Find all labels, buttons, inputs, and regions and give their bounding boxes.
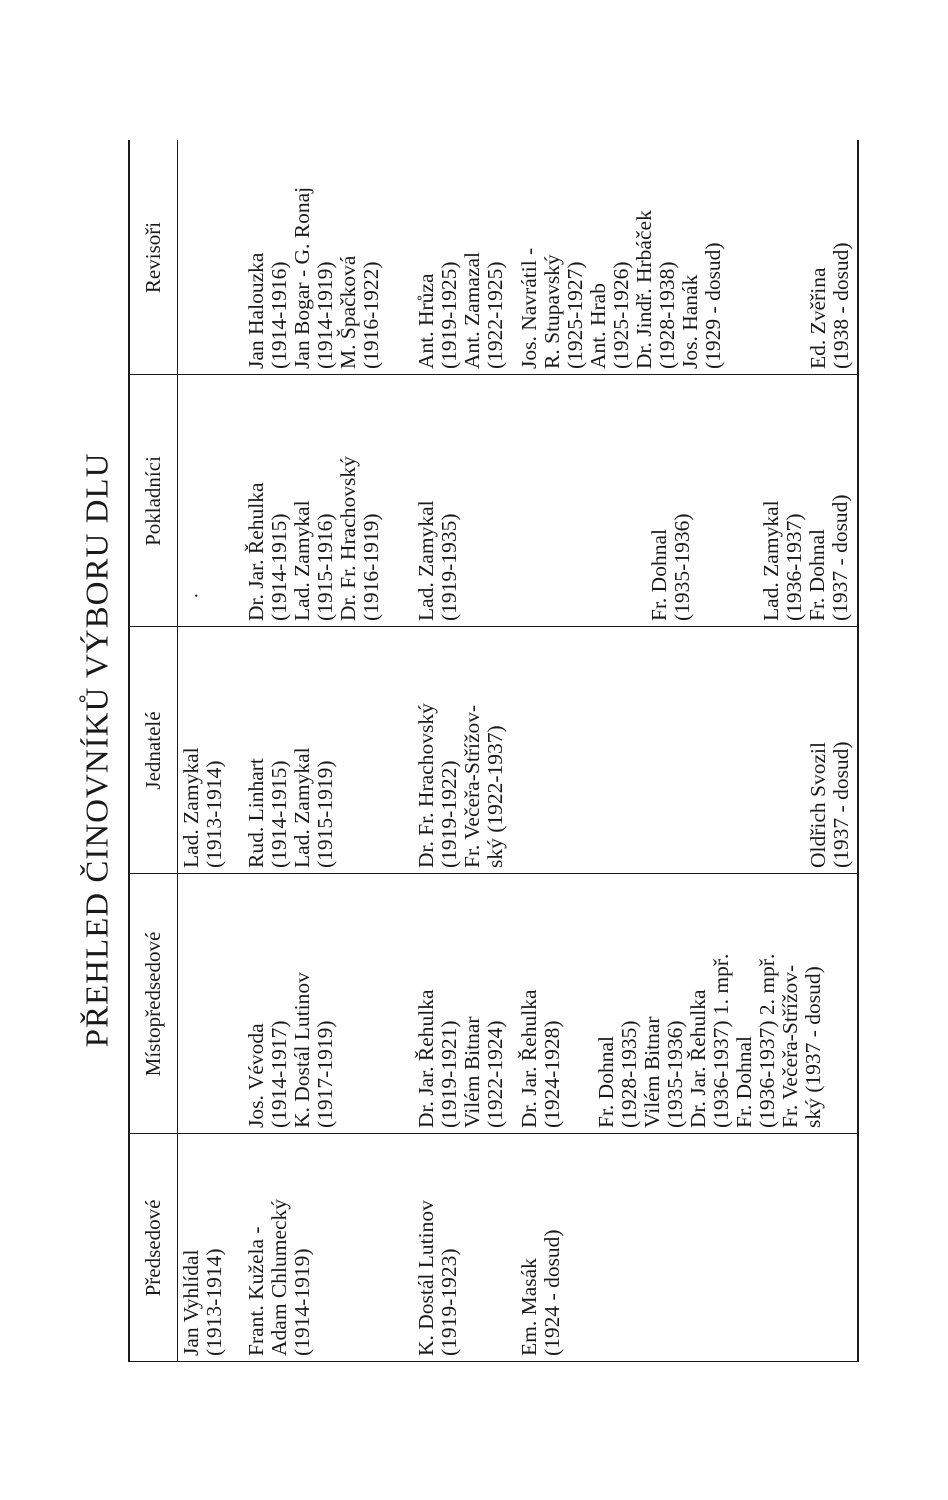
header-mistopredsedove: Místopředsedové [141, 931, 165, 1077]
cell-line: ský (1937 - dosud) [801, 966, 825, 1128]
cell-line: (1915-1919) [313, 760, 337, 868]
cell-line: (1936-1937) 1. mpř. [709, 953, 733, 1128]
header-revisori: Revisoři [141, 221, 165, 294]
cell-line: M. Špačková [336, 255, 360, 369]
cell-line: (1922-1924) [483, 1020, 507, 1128]
cell-line: Dr. Jindř. Hrbáček [632, 210, 656, 369]
cell-line: Dr. Jar. Řehulka [517, 989, 541, 1128]
cell-line: Vilém Bitnar [640, 1016, 664, 1128]
cell-line: (1919-1925) [437, 261, 461, 369]
cell-line: (1936-1937) 2. mpř. [755, 953, 779, 1128]
table-cell [518, 1229, 564, 1356]
cell-line: (1935-1936) [663, 1020, 687, 1128]
table-cell [245, 747, 337, 868]
cell-line: Lad. Zamykal [290, 747, 314, 868]
header-predsedove: Předsedové [141, 1199, 165, 1297]
column-jednatele [130, 627, 857, 874]
cell-line: Lad. Zamykal [759, 500, 783, 621]
cell-line: Dr. Jar. Řehulka [244, 482, 268, 621]
cell-line: R. Stupavský [540, 254, 564, 369]
cell-line: Jos. Hanák [678, 274, 702, 369]
cell-line: Jos. Navrátil - [517, 247, 541, 369]
cell-line: Ant. Zamazal [460, 251, 484, 369]
cell-line: (1936-1937) [782, 513, 806, 621]
cell-line: (1935-1936) [670, 513, 694, 621]
cell-line: Jan Vyhlídal [179, 1249, 203, 1356]
cell-line: K. Dostál Lutinov [414, 1200, 438, 1356]
cell-line: Frant. Kužela - [244, 1226, 268, 1356]
table-cell [415, 252, 507, 369]
cell-line: (1937 - dosud) [829, 741, 853, 868]
cell-line: Adam Chlumecký [267, 1198, 291, 1356]
table-cell [245, 456, 383, 621]
cell-line: Dr. Jar. Řehulka [414, 989, 438, 1128]
cell-line: Fr. Dohnal [805, 529, 829, 621]
column-predsedove [130, 1134, 857, 1362]
table-cell [518, 210, 725, 369]
cell-line: Vilém Bitnar [460, 1016, 484, 1128]
cell-line: Fr. Večeřa-Střížov- [460, 704, 484, 868]
cell-line: K. Dostál Lutinov [290, 972, 314, 1128]
cell-line: (1938 - dosud) [829, 242, 853, 369]
cell-line: Jan Bogar - G. Ronaj [290, 186, 314, 369]
table-cell [415, 989, 507, 1128]
cell-line: Dr. Jar. Řehulka [686, 989, 710, 1128]
cell-line: (1922-1925) [483, 261, 507, 369]
table-cell [595, 954, 825, 1128]
cell-line: Rud. Linhart [244, 758, 268, 868]
cell-line: Lad. Zamykal [290, 500, 314, 621]
cell-line: (1914-1915) [267, 760, 291, 868]
cell-line: (1919-1935) [437, 513, 461, 621]
table-cell [760, 494, 852, 621]
cell-line: Ed. Zvěřina [806, 267, 830, 369]
cell-line: (1929 - dosud) [701, 242, 725, 369]
cell-line: (1937 - dosud) [828, 494, 852, 621]
column-revisori [130, 140, 857, 375]
cell-line: Jos. Vévoda [244, 1023, 268, 1128]
cell-line: (1914-1917) [267, 1020, 291, 1128]
cell-line: (1919-1921) [437, 1020, 461, 1128]
cell-line: (1914-1916) [267, 261, 291, 369]
cell-line: Fr. Dohnal [594, 1036, 618, 1128]
column-mistopredsedove [130, 874, 857, 1134]
table-cell [807, 242, 853, 369]
cell-line: Fr. Dohnal [647, 529, 671, 621]
cell-line: (1924 - dosud) [540, 1229, 564, 1356]
cell-line: (1913-1914) [202, 1248, 226, 1356]
cell-line: (1914-1919) [313, 261, 337, 369]
table-cell [807, 741, 853, 868]
table-cell [245, 972, 337, 1128]
header-pokladnici: Pokladníci [141, 456, 165, 546]
cell-line: (1924-1928) [540, 1020, 564, 1128]
table-cell [415, 1200, 461, 1356]
table-cell [648, 514, 694, 621]
cell-line: Ant. Hrůza [414, 273, 438, 369]
page-title: PŘEHLED ČINOVNÍKŮ VÝBORU DLU [80, 452, 116, 1048]
cell-line: (1913-1914) [202, 760, 226, 868]
cell-line: (1925-1926) [609, 261, 633, 369]
column-pokladnici [130, 375, 857, 627]
cell-line: (1917-1919) [313, 1020, 337, 1128]
table-cell [245, 1199, 314, 1356]
dot-mark: · [186, 592, 208, 599]
cell-line: ský (1922-1937) [483, 725, 507, 868]
table-cell [415, 500, 461, 621]
cell-line: Dr. Fr. Hrachovský [336, 456, 360, 621]
cell-line: (1928-1938) [655, 261, 679, 369]
cell-line: Fr. Dohnal [732, 1036, 756, 1128]
cell-line: Fr. Večeřa-Střížov- [778, 964, 802, 1128]
table-cell [180, 747, 226, 868]
table-cell [518, 989, 564, 1128]
cell-line: Ant. Hrab [586, 283, 610, 369]
header-jednatele: Jednatelé [141, 711, 165, 790]
table-cell [415, 703, 507, 868]
cell-line: (1915-1916) [313, 513, 337, 621]
cell-line: Dr. Fr. Hrachovský [414, 703, 438, 868]
cell-line: (1914-1919) [290, 1248, 314, 1356]
cell-line: (1925-1927) [563, 261, 587, 369]
cell-line: (1919-1922) [437, 760, 461, 868]
cell-line: (1916-1919) [359, 513, 383, 621]
cell-line: (1928-1935) [617, 1020, 641, 1128]
officers-table [128, 140, 859, 1362]
table-cell [245, 187, 383, 369]
cell-line: (1919-1923) [437, 1248, 461, 1356]
cell-line: Lad. Zamykal [414, 500, 438, 621]
cell-line: Lad. Zamykal [179, 747, 203, 868]
cell-line: Jan Halouzka [244, 252, 268, 369]
cell-line: (1914-1915) [267, 513, 291, 621]
cell-line: (1916-1922) [359, 261, 383, 369]
cell-line: Oldřich Svozil [806, 742, 830, 868]
table-cell [180, 1249, 226, 1356]
cell-line: Em. Masák [517, 1258, 541, 1356]
